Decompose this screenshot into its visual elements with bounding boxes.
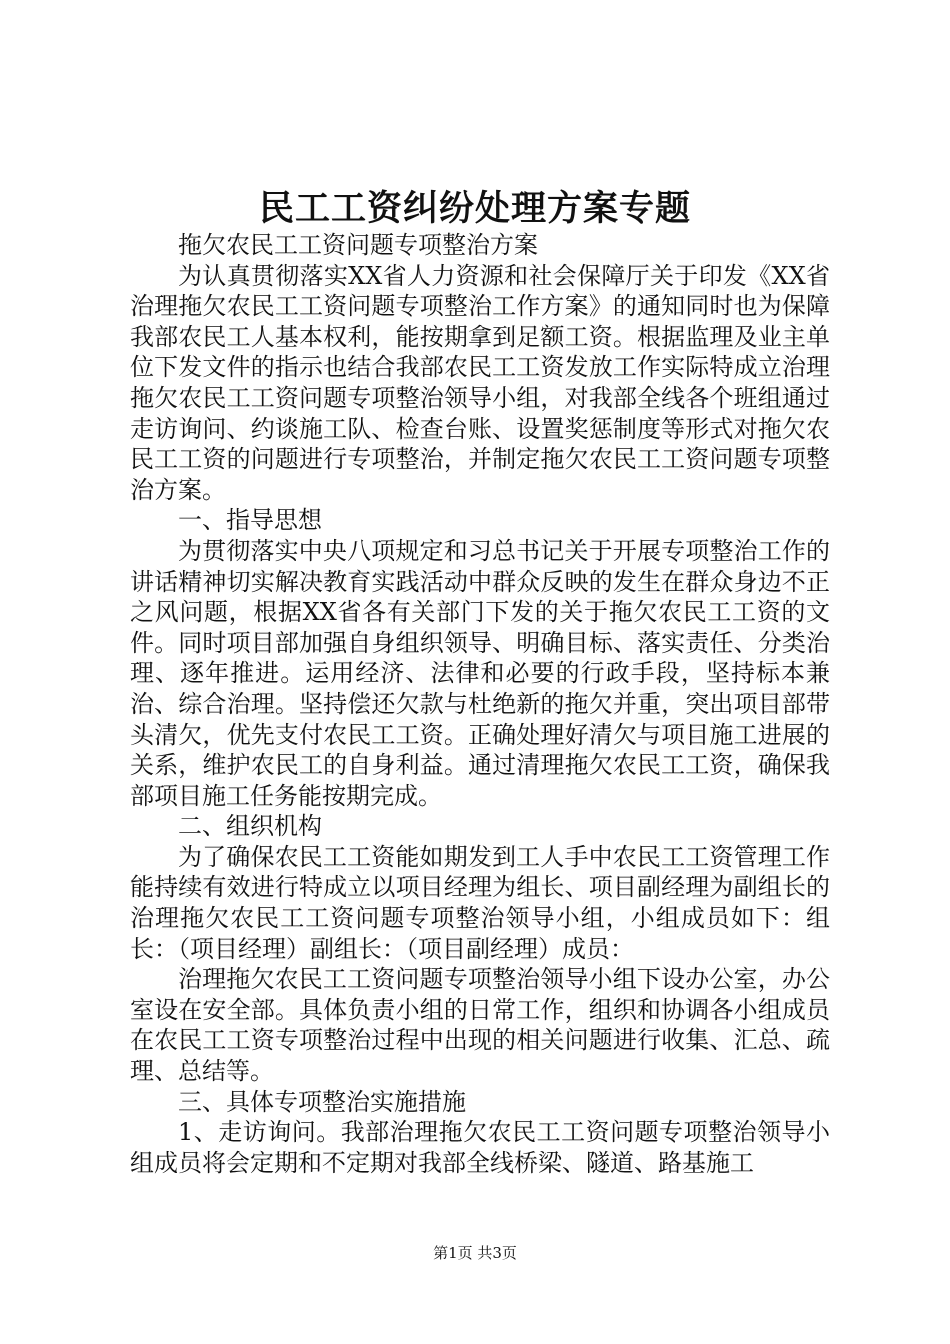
paragraph-subtitle: 拖欠农民工工资问题专项整治方案: [178, 231, 538, 259]
document-title: 民工工资纠纷处理方案专题: [258, 188, 691, 229]
paragraph-guiding-ideology: 为贯彻落实中央八项规定和习总书记关于开展专项整治工作的讲话精神切实解决教育实践活动中群众反映的发生在群众身边不正之风问题，根据XX省各有关部门下发的关于拖欠农民工工资的文件。同时项目部加强自身组织领导、明确目标、落实责任、分类治理、逐年推进。运用经济、法律和必要的行政手段，坚持标本兼治、综合治理。坚持偿还欠款与杜绝新的拖欠并重，突出项目部带头清欠，优先支付农民工工资。正确处理好清欠与项目施工进展的关系，维护农民工的自身利益。通过清理拖欠农民工工资，确保我部项目施工任务能按期完成。: [130, 536, 830, 810]
section-heading-guiding-ideology: 一、指导思想: [178, 506, 322, 535]
paragraph-organization: 为了确保农民工工资能如期发到工人手中农民工工资管理工作能持续有效进行特成立以项目经理为组长、项目副经理为副组长的治理拖欠农民工工资问题专项整治领导小组，小组成员如下：组长：（项目经理）副组长：（项目副经理）成员：: [130, 842, 830, 963]
section-heading-measures: 三、具体专项整治实施措施: [178, 1087, 466, 1116]
document-body: [130, 230, 830, 1178]
paragraph-measure-1: 1、走访询问。我部治理拖欠农民工工资问题专项整治领导小组成员将会定期和不定期对我部全线桥梁、隧道、路基施工: [130, 1118, 830, 1177]
paragraph-office: 治理拖欠农民工工资问题专项整治领导小组下设办公室，办公室设在安全部。具体负责小组的日常工作，组织和协调各小组成员在农民工工资专项整治过程中出现的相关问题进行收集、汇总、疏理、总结等。: [130, 965, 830, 1086]
paragraph-intro: 为认真贯彻落实XX省人力资源和社会保障厅关于印发《XX省治理拖欠农民工工资问题专项整治工作方案》的通知同时也为保障我部农民工人基本权利，能按期拿到足额工资。根据监理及业主单位下发文件的指示也结合我部农民工工资发放工作实际特成立治理拖欠农民工工资问题专项整治领导小组，对我部全线各个班组通过走访询问、约谈施工队、检查台账、设置奖惩制度等形式对拖欠农民工工资的问题进行专项整治，并制定拖欠农民工工资问题专项整治方案。: [130, 261, 830, 504]
page-footer: 第1页 共3页: [433, 1244, 517, 1262]
section-heading-organization: 二、组织机构: [178, 812, 322, 841]
